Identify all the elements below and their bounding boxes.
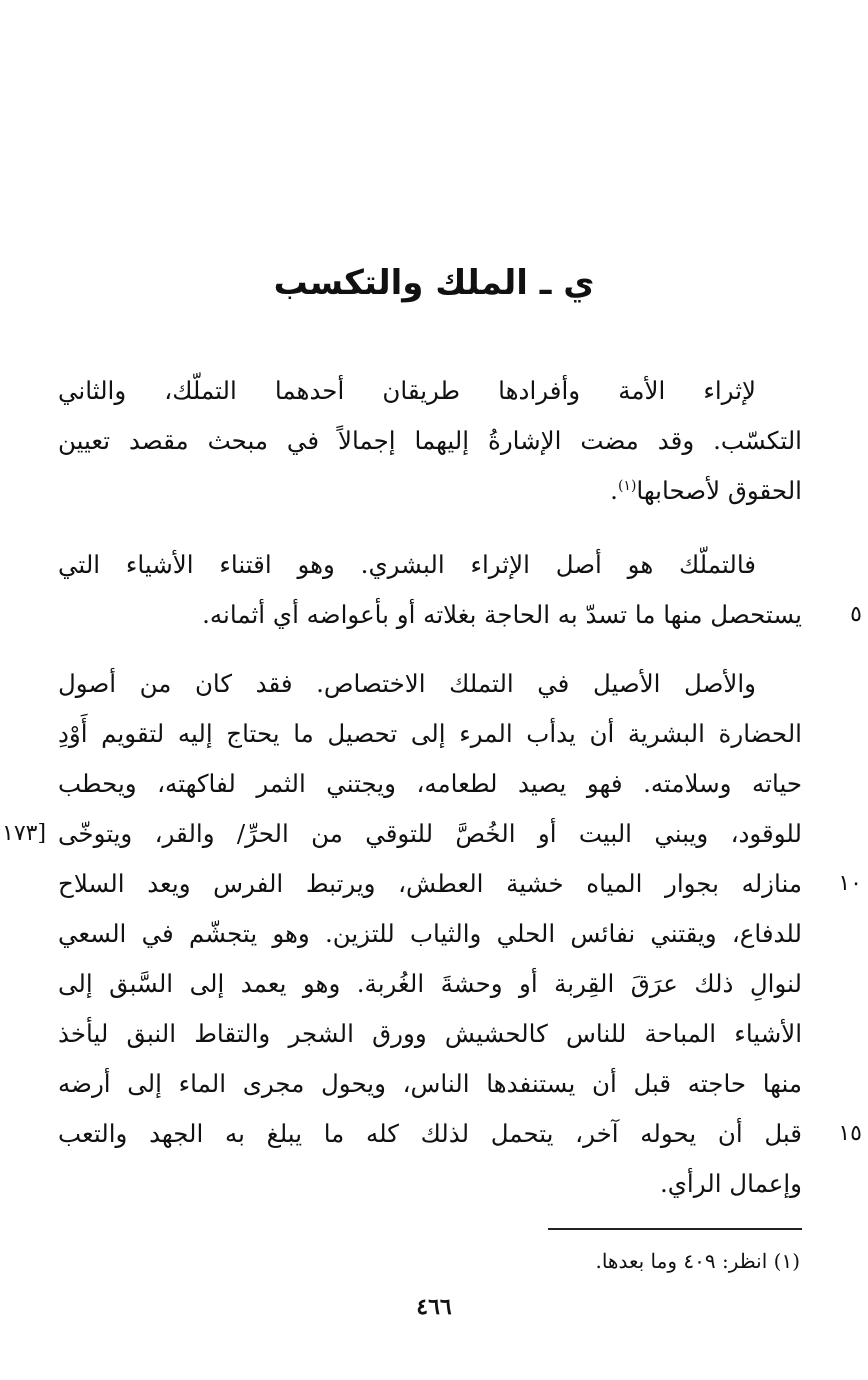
body-line: قبل أن يحوله آخر، يتحمل لذلك كله ما يبلغ به الجهد والتعب <box>58 1119 802 1148</box>
body-line: فالتملّك هو أصل الإثراء البشري. وهو اقتناء الأشياء التي <box>58 550 756 579</box>
margin-line-number: ١٠ <box>838 871 862 896</box>
body-line: حياته وسلامته. فهو يصيد لطعامه، ويجتني الثمر لفاكهته، ويحطب <box>58 769 802 798</box>
body-line: يستحصل منها ما تسدّ به الحاجة بغلاته أو بأعواضه أي أثمانه. <box>202 600 802 629</box>
body-line <box>58 466 802 516</box>
body-line: لإثراء الأمة وأفرادها طريقان أحدهما التملّك، والثاني <box>58 376 756 405</box>
page-number: ٤٦٦ <box>416 1294 452 1320</box>
body-line: منها حاجته قبل أن يستنفدها الناس، ويحول مجرى الماء إلى أرضه <box>58 1069 802 1098</box>
margin-line-number: ١٥ <box>838 1121 862 1146</box>
margin-page-reference: [١٧٣ <box>2 821 47 846</box>
body-line: الأشياء المباحة للناس كالحشيش وورق الشجر والتقاط النبق ليأخذ <box>58 1019 802 1048</box>
body-line: لنوالِ ذلك عرَقَ القِربة أو وحشةَ الغُربة. وهو يعمد إلى السَّبق إلى <box>58 969 802 998</box>
body-line: التكسّب. وقد مضت الإشارةُ إليهما إجمالاً في مبحث مقصد تعيين <box>58 426 802 455</box>
footnote-separator <box>548 1228 802 1230</box>
body-line: منازله بجوار المياه خشية العطش، ويرتبط الفرس ويعد السلاح <box>58 869 802 898</box>
body-line: الحضارة البشرية أن يدأب المرء إلى تحصيل ما يحتاج إليه لتقويم أَوْدِ <box>58 719 802 748</box>
margin-line-number: ٥ <box>850 602 862 627</box>
footnote-reference[interactable]: (١) <box>617 477 637 494</box>
body-line: والأصل الأصيل في التملك الاختصاص. فقد كان من أصول <box>58 669 756 698</box>
body-line: للوقود، ويبني البيت أو الخُصَّ للتوقي من الحرِّ/ والقر، ويتوخّى <box>58 819 802 848</box>
body-line: للدفاع، ويقتني نفائس الحلي والثياب للتزين. وهو يتجشّم في السعي <box>58 919 802 948</box>
body-line: وإعمال الرأي. <box>659 1169 802 1198</box>
line-end-punctuation: . <box>610 476 618 505</box>
footnote: (١) انظر: ٤٠٩ وما بعدها. <box>595 1249 800 1273</box>
body-line-text: الحقوق لأصحابها <box>636 476 802 505</box>
section-title: ي ـ الملك والتكسب <box>273 263 595 303</box>
